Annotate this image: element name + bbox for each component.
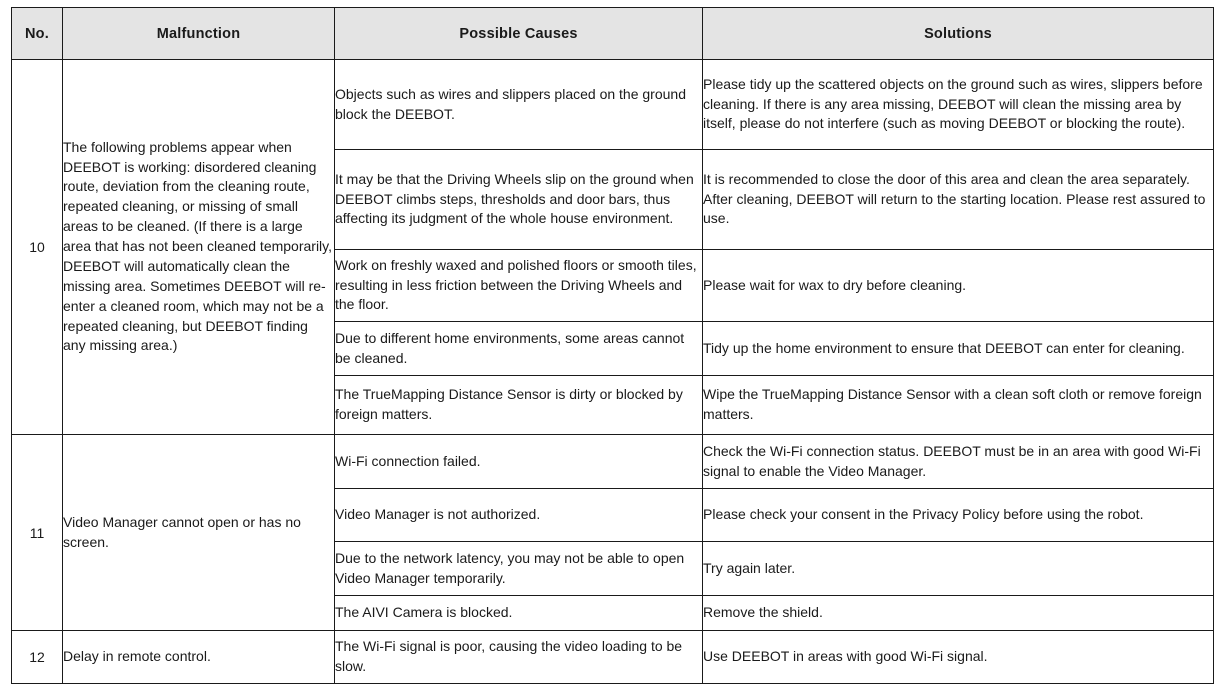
row-number-12: 12: [12, 631, 63, 684]
malfunction-12: Delay in remote control.: [63, 631, 335, 684]
column-header-possible-causes: Possible Causes: [335, 8, 703, 60]
cause-10-2: It may be that the Driving Wheels slip on the ground when DEEBOT climbs steps, thresholds and door bars, thus affecting its judgment of the whole house environment.: [335, 150, 703, 250]
cause-10-4: Due to different home environments, some areas cannot be cleaned.: [335, 322, 703, 376]
solution-10-4: Tidy up the home environment to ensure that DEEBOT can enter for cleaning.: [703, 322, 1214, 376]
table-row: [12, 60, 1214, 150]
solution-12-1: Use DEEBOT in areas with good Wi-Fi signal.: [703, 631, 1214, 684]
solution-11-1: Check the Wi-Fi connection status. DEEBOT must be in an area with good Wi-Fi signal to enable the Video Manager.: [703, 435, 1214, 489]
cause-11-4: The AIVI Camera is blocked.: [335, 596, 703, 631]
solution-11-2: Please check your consent in the Privacy Policy before using the robot.: [703, 489, 1214, 542]
cause-11-3: Due to the network latency, you may not be able to open Video Manager temporarily.: [335, 542, 703, 596]
solution-10-1: Please tidy up the scattered objects on the ground such as wires, slippers before cleaning. If there is any area missing, DEEBOT will clean the missing area by itself, please do not interfere (such as moving DEEBOT or blocking the route).: [703, 60, 1214, 150]
cause-10-5: The TrueMapping Distance Sensor is dirty or blocked by foreign matters.: [335, 376, 703, 435]
cause-12-1: The Wi-Fi signal is poor, causing the video loading to be slow.: [335, 631, 703, 684]
solution-11-4: Remove the shield.: [703, 596, 1214, 631]
row-number-10: 10: [12, 60, 63, 435]
column-header-no: No.: [12, 8, 63, 60]
cause-11-1: Wi-Fi connection failed.: [335, 435, 703, 489]
column-header-malfunction: Malfunction: [63, 8, 335, 60]
malfunction-11: Video Manager cannot open or has no screen.: [63, 435, 335, 631]
malfunction-10: The following problems appear when DEEBOT is working: disordered cleaning route, deviation from the cleaning route, repeated cleaning, or missing of small areas to be cleaned. (If there is a large area that has not been cleaned temporarily, DEEBOT will automatically clean the missing area. Sometimes DEEBOT will re-enter a cleaned room, which may not be a repeated cleaning, but DEEBOT finding any missing area.): [63, 60, 335, 435]
solution-11-3: Try again later.: [703, 542, 1214, 596]
row-number-11: 11: [12, 435, 63, 631]
table-row: [12, 435, 1214, 489]
table-row: [12, 631, 1214, 684]
solution-10-5: Wipe the TrueMapping Distance Sensor with a clean soft cloth or remove foreign matters.: [703, 376, 1214, 435]
column-header-solutions: Solutions: [703, 8, 1214, 60]
table-header-row: [12, 8, 1214, 60]
solution-10-3: Please wait for wax to dry before cleaning.: [703, 250, 1214, 322]
cause-10-1: Objects such as wires and slippers placed on the ground block the DEEBOT.: [335, 60, 703, 150]
table-header: [12, 8, 1214, 60]
troubleshooting-table: [11, 7, 1214, 684]
cause-10-3: Work on freshly waxed and polished floors or smooth tiles, resulting in less friction between the Driving Wheels and the floor.: [335, 250, 703, 322]
cause-11-2: Video Manager is not authorized.: [335, 489, 703, 542]
table-body: [12, 60, 1214, 684]
solution-10-2: It is recommended to close the door of this area and clean the area separately. After cleaning, DEEBOT will return to the starting location. Please rest assured to use.: [703, 150, 1214, 250]
